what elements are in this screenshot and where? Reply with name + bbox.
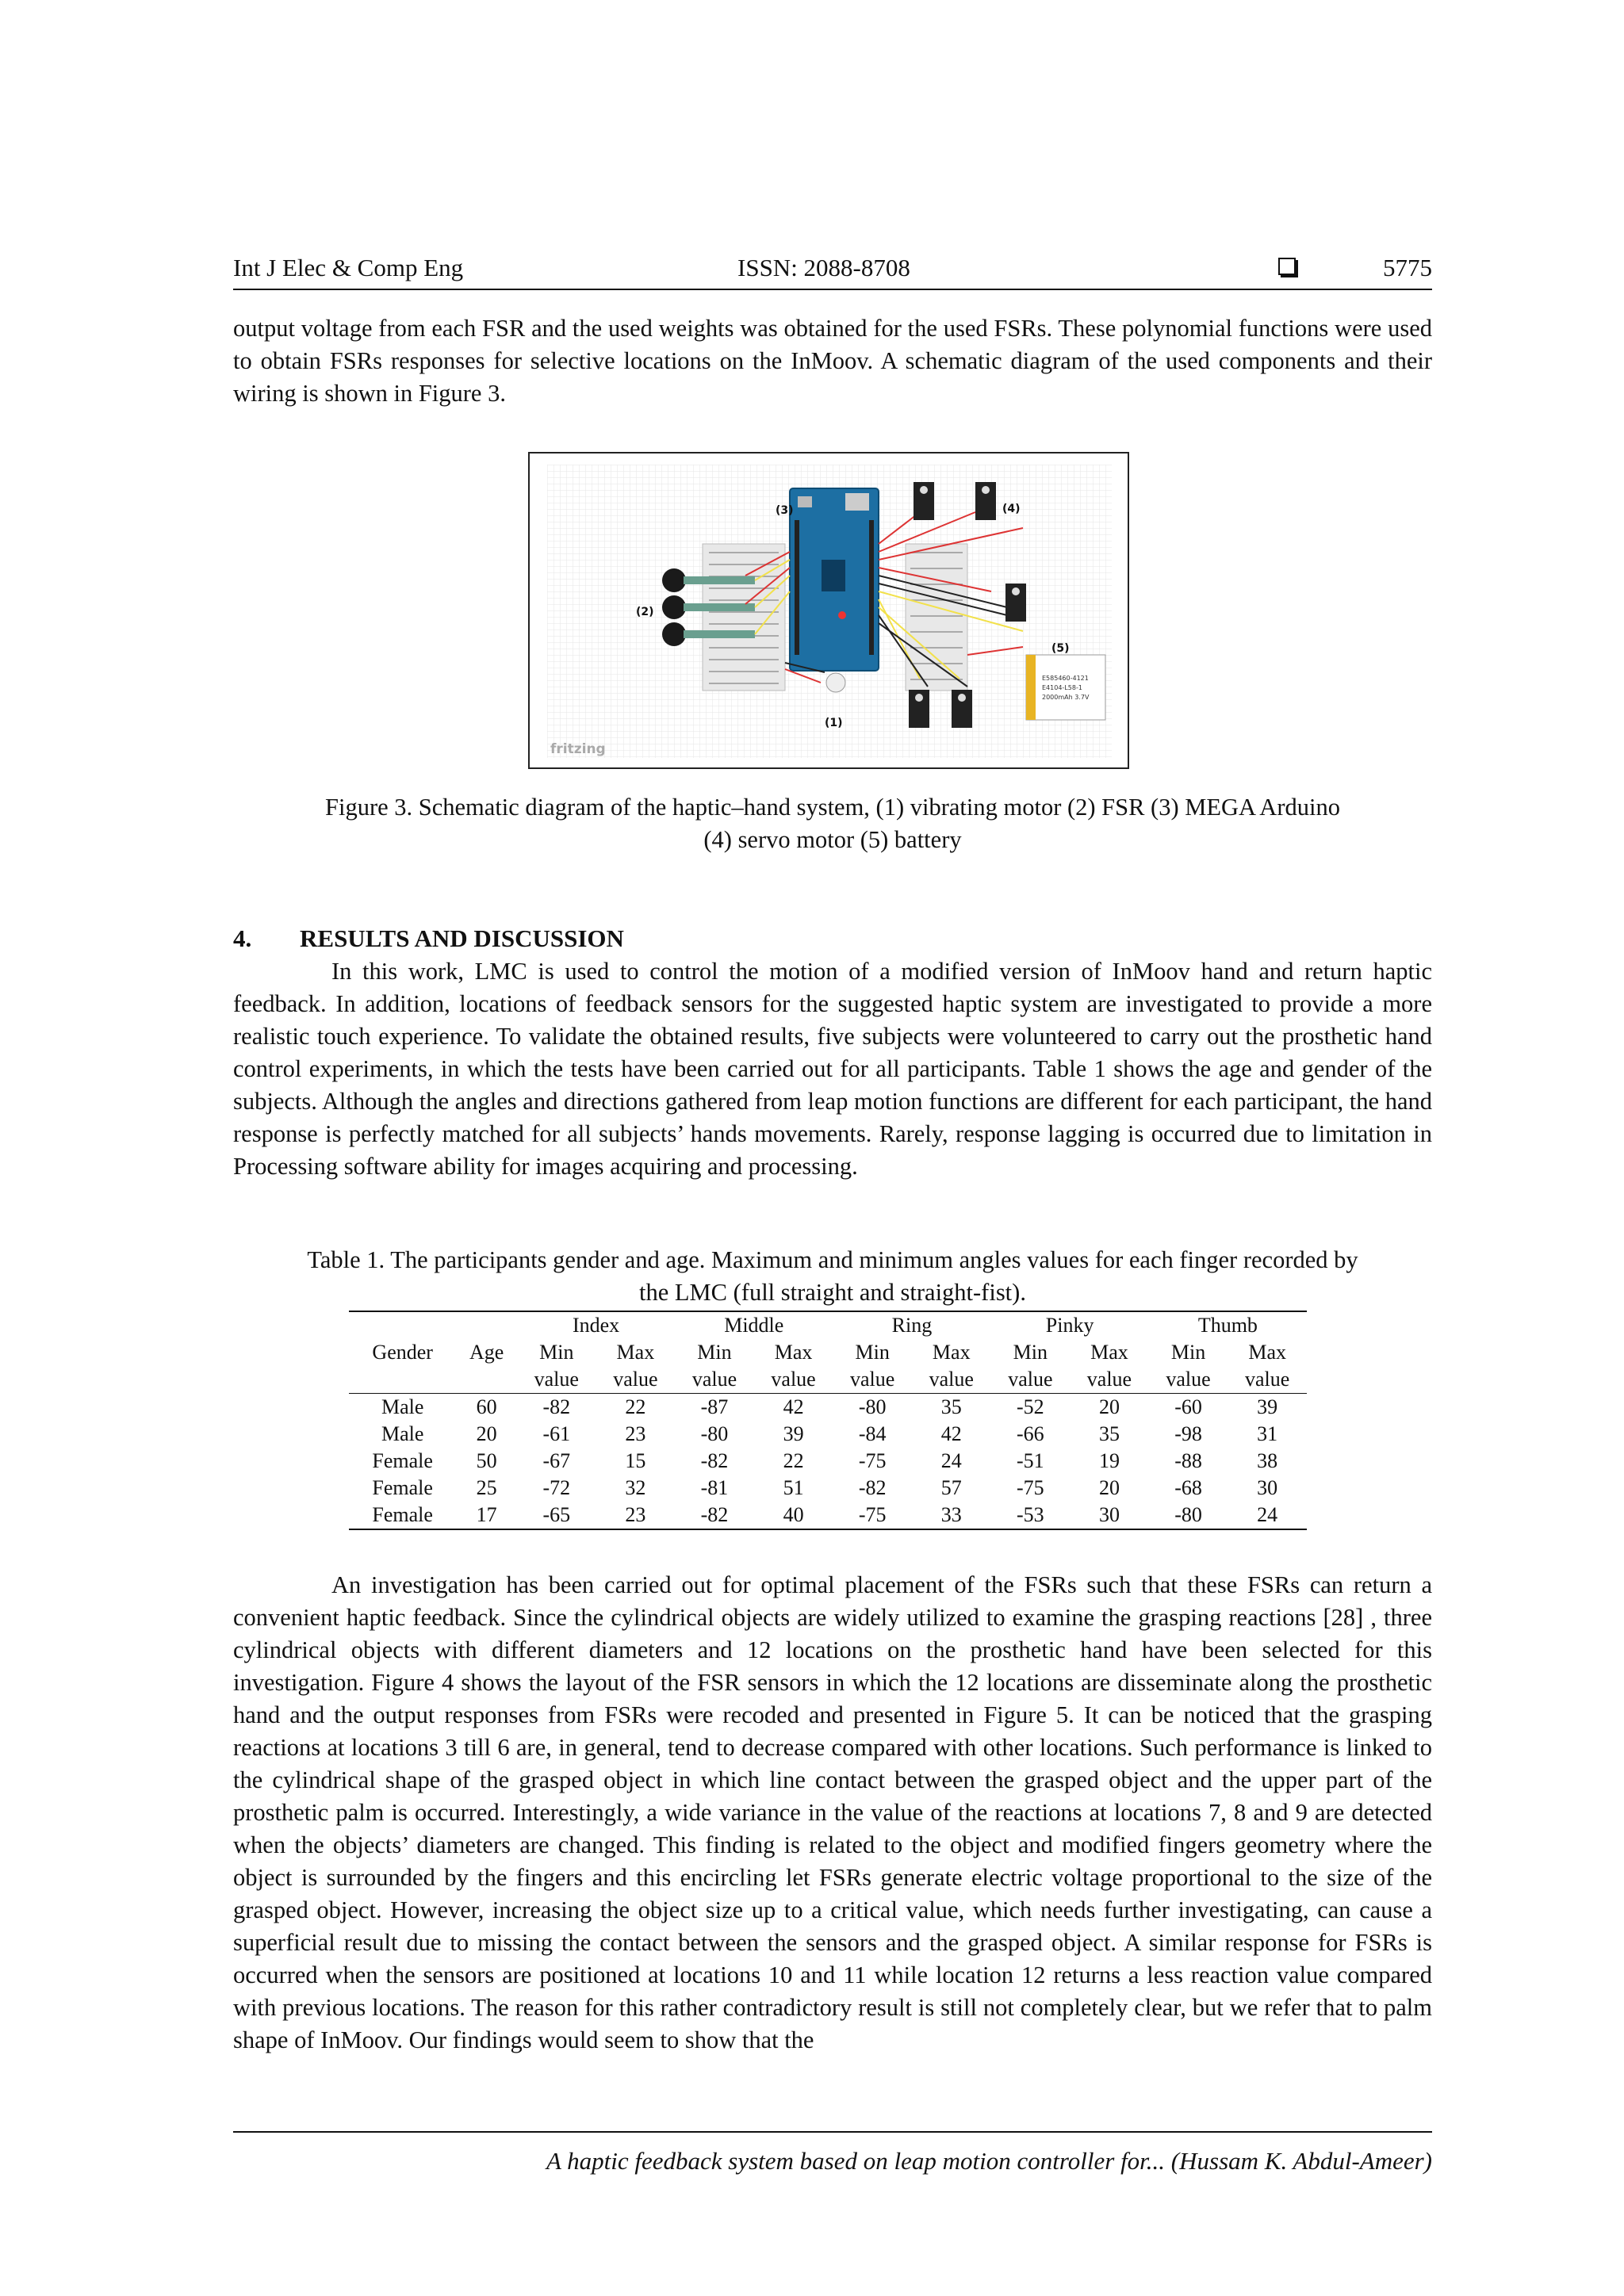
value-subheader: value (754, 1366, 833, 1394)
table-caption (233, 1244, 1432, 1309)
max-header: Max (616, 1341, 655, 1364)
angle-cell: -84 (858, 1422, 887, 1445)
intro-paragraph: output voltage from each FSR and the used weights was obtained for the used FSRs. These polynomial functions were used to obtain FSRs responses for selective locations on the InMoov. A schematic diagram of the used components and their wiring is shown in Figure 3. (233, 315, 1432, 407)
max-header: Max (1090, 1341, 1128, 1364)
discussion-paragraph-block (233, 1569, 1432, 2057)
table-row (349, 1475, 1307, 1502)
running-footer: A haptic feedback system based on leap motion controller for... (Hussam K. Abdul-Ameer) (233, 2131, 1432, 2179)
angle-cell: 57 (940, 1476, 962, 1499)
wiring-schematic (547, 465, 1112, 758)
angle-cell: 15 (625, 1449, 646, 1472)
value-subheader: value (1228, 1366, 1307, 1394)
breadboard-left (703, 544, 785, 691)
table-1 (349, 1311, 1307, 1530)
header-blank (349, 1366, 456, 1394)
table-row (349, 1394, 1307, 1422)
angle-cell: -65 (517, 1502, 596, 1529)
value-subheader: value (912, 1366, 991, 1394)
angle-cell: -68 (1174, 1476, 1202, 1499)
angle-cell: -82 (858, 1476, 887, 1499)
table-caption-line-1: Table 1. The participants gender and age. Maximum and minimum angles values for each finger recorded by (307, 1246, 1358, 1273)
gender-cell: Male (381, 1422, 424, 1445)
gender-cell: Female (372, 1476, 433, 1499)
angle-cell: 35 (940, 1395, 962, 1418)
discussion-paragraph: An investigation has been carried out for optimal placement of the FSRs such that these FSRs can return a convenient haptic feedback. Since the cylindrical objects are widely utilized to examine the grasping reactions [28] , three cylindrical objects with different diameters and 12 locations on the prosthetic hand have been selected for this investigation. Figure 4 shows the layout of the FSR sensors in which the 12 locations are disseminate along the prosthetic hand and the output responses from FSRs were recoded and presented in Figure 5. It can be noticed that the grasping reactions at locations 3 till 6 are, in general, tend to decrease compared with other locations. Such performance is linked to the cylindrical shape of the grasped object in which line contact between the grasped object and the upper part of the prosthetic palm is occurred. Interestingly, a wide variance in the value of the reactions at locations 7, 8 and 9 are detected when the objects’ diameters are changed. This finding is related to the object and modified fingers geometry where the object is surrounded by the fingers and this encircling let FSRs generate electric voltage proportional to the size of the grasped object. However, increasing the object size up to a critical value, which needs further investigating, can cause a superficial result due to missing the contact between the sensors and the grasped object. A similar response for FSRs is occurred when the sensors are positioned at locations 10 and 11 while location 12 returns a less reaction value compared with previous locations. The reason for this rather contradictory result is still not completely clear, but we refer that to palm shape of InMoov. Our findings would seem to show that the (233, 1571, 1432, 2053)
angle-cell: -82 (675, 1502, 754, 1529)
figure-caption-line-1: Figure 3. Schematic diagram of the haptic–hand system, (1) vibrating motor (2) FSR (3) MEGA Arduino (325, 794, 1340, 821)
angle-cell: -80 (1149, 1502, 1228, 1529)
value-subheader: value (596, 1366, 676, 1394)
table-row (349, 1421, 1307, 1448)
label-1: (1) (825, 717, 843, 729)
value-subheader: value (517, 1366, 596, 1394)
max-header: Max (932, 1341, 971, 1364)
header-blank (456, 1366, 517, 1394)
angle-cell: 39 (783, 1422, 804, 1445)
angle-cell: 31 (1257, 1422, 1278, 1445)
value-subheader: value (991, 1366, 1071, 1394)
value-subheader: value (833, 1366, 912, 1394)
angle-cell: 24 (940, 1449, 962, 1472)
data-table (349, 1311, 1307, 1530)
label-5: (5) (1051, 642, 1070, 655)
min-header: Min (1170, 1341, 1206, 1364)
angle-cell: 24 (1228, 1502, 1307, 1529)
angle-cell: -72 (542, 1476, 571, 1499)
finger-header: Pinky (991, 1311, 1149, 1339)
angle-cell: 22 (625, 1395, 646, 1418)
angle-cell: -53 (991, 1502, 1071, 1529)
angle-cell: 35 (1098, 1422, 1120, 1445)
age-header: Age (469, 1341, 504, 1364)
figure-3 (528, 452, 1129, 769)
section-number: 4. (233, 924, 252, 952)
table-body (349, 1394, 1307, 1530)
age-cell: 60 (476, 1395, 497, 1418)
angle-cell: -51 (1017, 1449, 1044, 1472)
angle-cell: -82 (542, 1395, 571, 1418)
gender-cell: Male (381, 1395, 424, 1418)
finger-header: Ring (833, 1311, 990, 1339)
angle-cell: 51 (783, 1476, 804, 1499)
figure-caption (233, 791, 1432, 856)
value-subheader: value (1070, 1366, 1149, 1394)
angle-cell: -80 (858, 1395, 887, 1418)
angle-cell: 42 (940, 1422, 962, 1445)
age-cell: 20 (476, 1422, 497, 1445)
page-number: 5775 (1383, 254, 1432, 281)
results-paragraph-block (233, 955, 1432, 1183)
min-header: Min (855, 1341, 890, 1364)
angle-cell: -75 (858, 1449, 887, 1472)
label-3: (3) (776, 504, 794, 517)
label-2: (2) (636, 606, 654, 618)
running-header (233, 251, 1432, 290)
value-subheader: value (675, 1366, 754, 1394)
angle-cell: -98 (1174, 1422, 1202, 1445)
age-cell: 50 (476, 1449, 497, 1472)
finger-header: Thumb (1149, 1311, 1307, 1339)
angle-cell: 40 (754, 1502, 833, 1529)
section-title: RESULTS AND DISCUSSION (300, 924, 624, 952)
angle-cell: -75 (833, 1502, 912, 1529)
battery-line-2: E4104-L58-1 (1042, 684, 1082, 691)
angle-cell: 32 (625, 1476, 646, 1499)
age-cell: 25 (476, 1476, 497, 1499)
finger-header: Index (517, 1311, 675, 1339)
angle-cell: 23 (596, 1502, 676, 1529)
value-subheader: value (1149, 1366, 1228, 1394)
square-icon (1278, 258, 1296, 275)
min-header: Min (1013, 1341, 1048, 1364)
header-blank (456, 1311, 517, 1339)
angle-cell: -67 (542, 1449, 571, 1472)
angle-cell: -82 (700, 1449, 729, 1472)
journal-name: Int J Elec & Comp Eng (233, 254, 464, 281)
min-header: Min (539, 1341, 574, 1364)
angle-cell: 30 (1070, 1502, 1149, 1529)
table-row (349, 1502, 1307, 1529)
angle-cell: -81 (700, 1476, 729, 1499)
angle-cell: 20 (1098, 1476, 1120, 1499)
intro-paragraph-block (233, 312, 1432, 410)
angle-cell: 33 (912, 1502, 991, 1529)
header-blank (349, 1311, 456, 1339)
gender-cell: Female (349, 1502, 456, 1529)
angle-cell: 38 (1257, 1449, 1278, 1472)
max-header: Max (1248, 1341, 1286, 1364)
angle-cell: -52 (1017, 1395, 1044, 1418)
angle-cell: 19 (1098, 1449, 1120, 1472)
angle-cell: 30 (1257, 1476, 1278, 1499)
table-row (349, 1448, 1307, 1475)
table-caption-line-2: the LMC (full straight and straight-fist). (639, 1279, 1026, 1306)
label-4: (4) (1002, 503, 1021, 515)
gender-cell: Female (372, 1449, 433, 1472)
vibrating-motor (826, 673, 845, 692)
figure-caption-line-2: (4) servo motor (5) battery (703, 826, 962, 853)
results-paragraph: In this work, LMC is used to control the motion of a modified version of InMoov hand and return haptic feedback. In addition, locations of feedback sensors for the suggested haptic system are investigated to provide a more realistic touch experience. To validate the obtained results, five subjects were volunteered to carry out the prosthetic hand control experiments, in which the tests have been carried out for all participants. Table 1 shows the age and gender of the subjects. Although the angles and directions gathered from leap motion functions are different for each participant, the hand response is perfectly matched for all subjects’ hands movements. Rarely, response lagging is occurred due to limitation in Processing software ability for images acquiring and processing. (233, 958, 1432, 1180)
battery-line-3: 2000mAh 3.7V (1042, 694, 1090, 701)
battery-line-1: E585460-4121 (1042, 675, 1089, 682)
finger-header: Middle (675, 1311, 833, 1339)
min-header: Min (697, 1341, 732, 1364)
issn: ISSN: 2088-8708 (737, 254, 910, 281)
age-cell: 17 (456, 1502, 517, 1529)
max-header: Max (774, 1341, 813, 1364)
section-heading (233, 922, 624, 955)
angle-cell: 20 (1098, 1395, 1120, 1418)
angle-cell: -60 (1174, 1395, 1202, 1418)
angle-cell: -88 (1174, 1449, 1202, 1472)
gender-header: Gender (372, 1341, 433, 1364)
fsr-sensors (662, 568, 755, 646)
angle-cell: -87 (700, 1395, 729, 1418)
angle-cell: 39 (1257, 1395, 1278, 1418)
angle-cell: -80 (700, 1422, 729, 1445)
angle-cell: -61 (542, 1422, 571, 1445)
angle-cell: 22 (783, 1449, 804, 1472)
fritzing-watermark: fritzing (550, 741, 606, 757)
angle-cell: -66 (1017, 1422, 1044, 1445)
angle-cell: 42 (783, 1395, 804, 1418)
angle-cell: 23 (625, 1422, 646, 1445)
angle-cell: -75 (1017, 1476, 1044, 1499)
